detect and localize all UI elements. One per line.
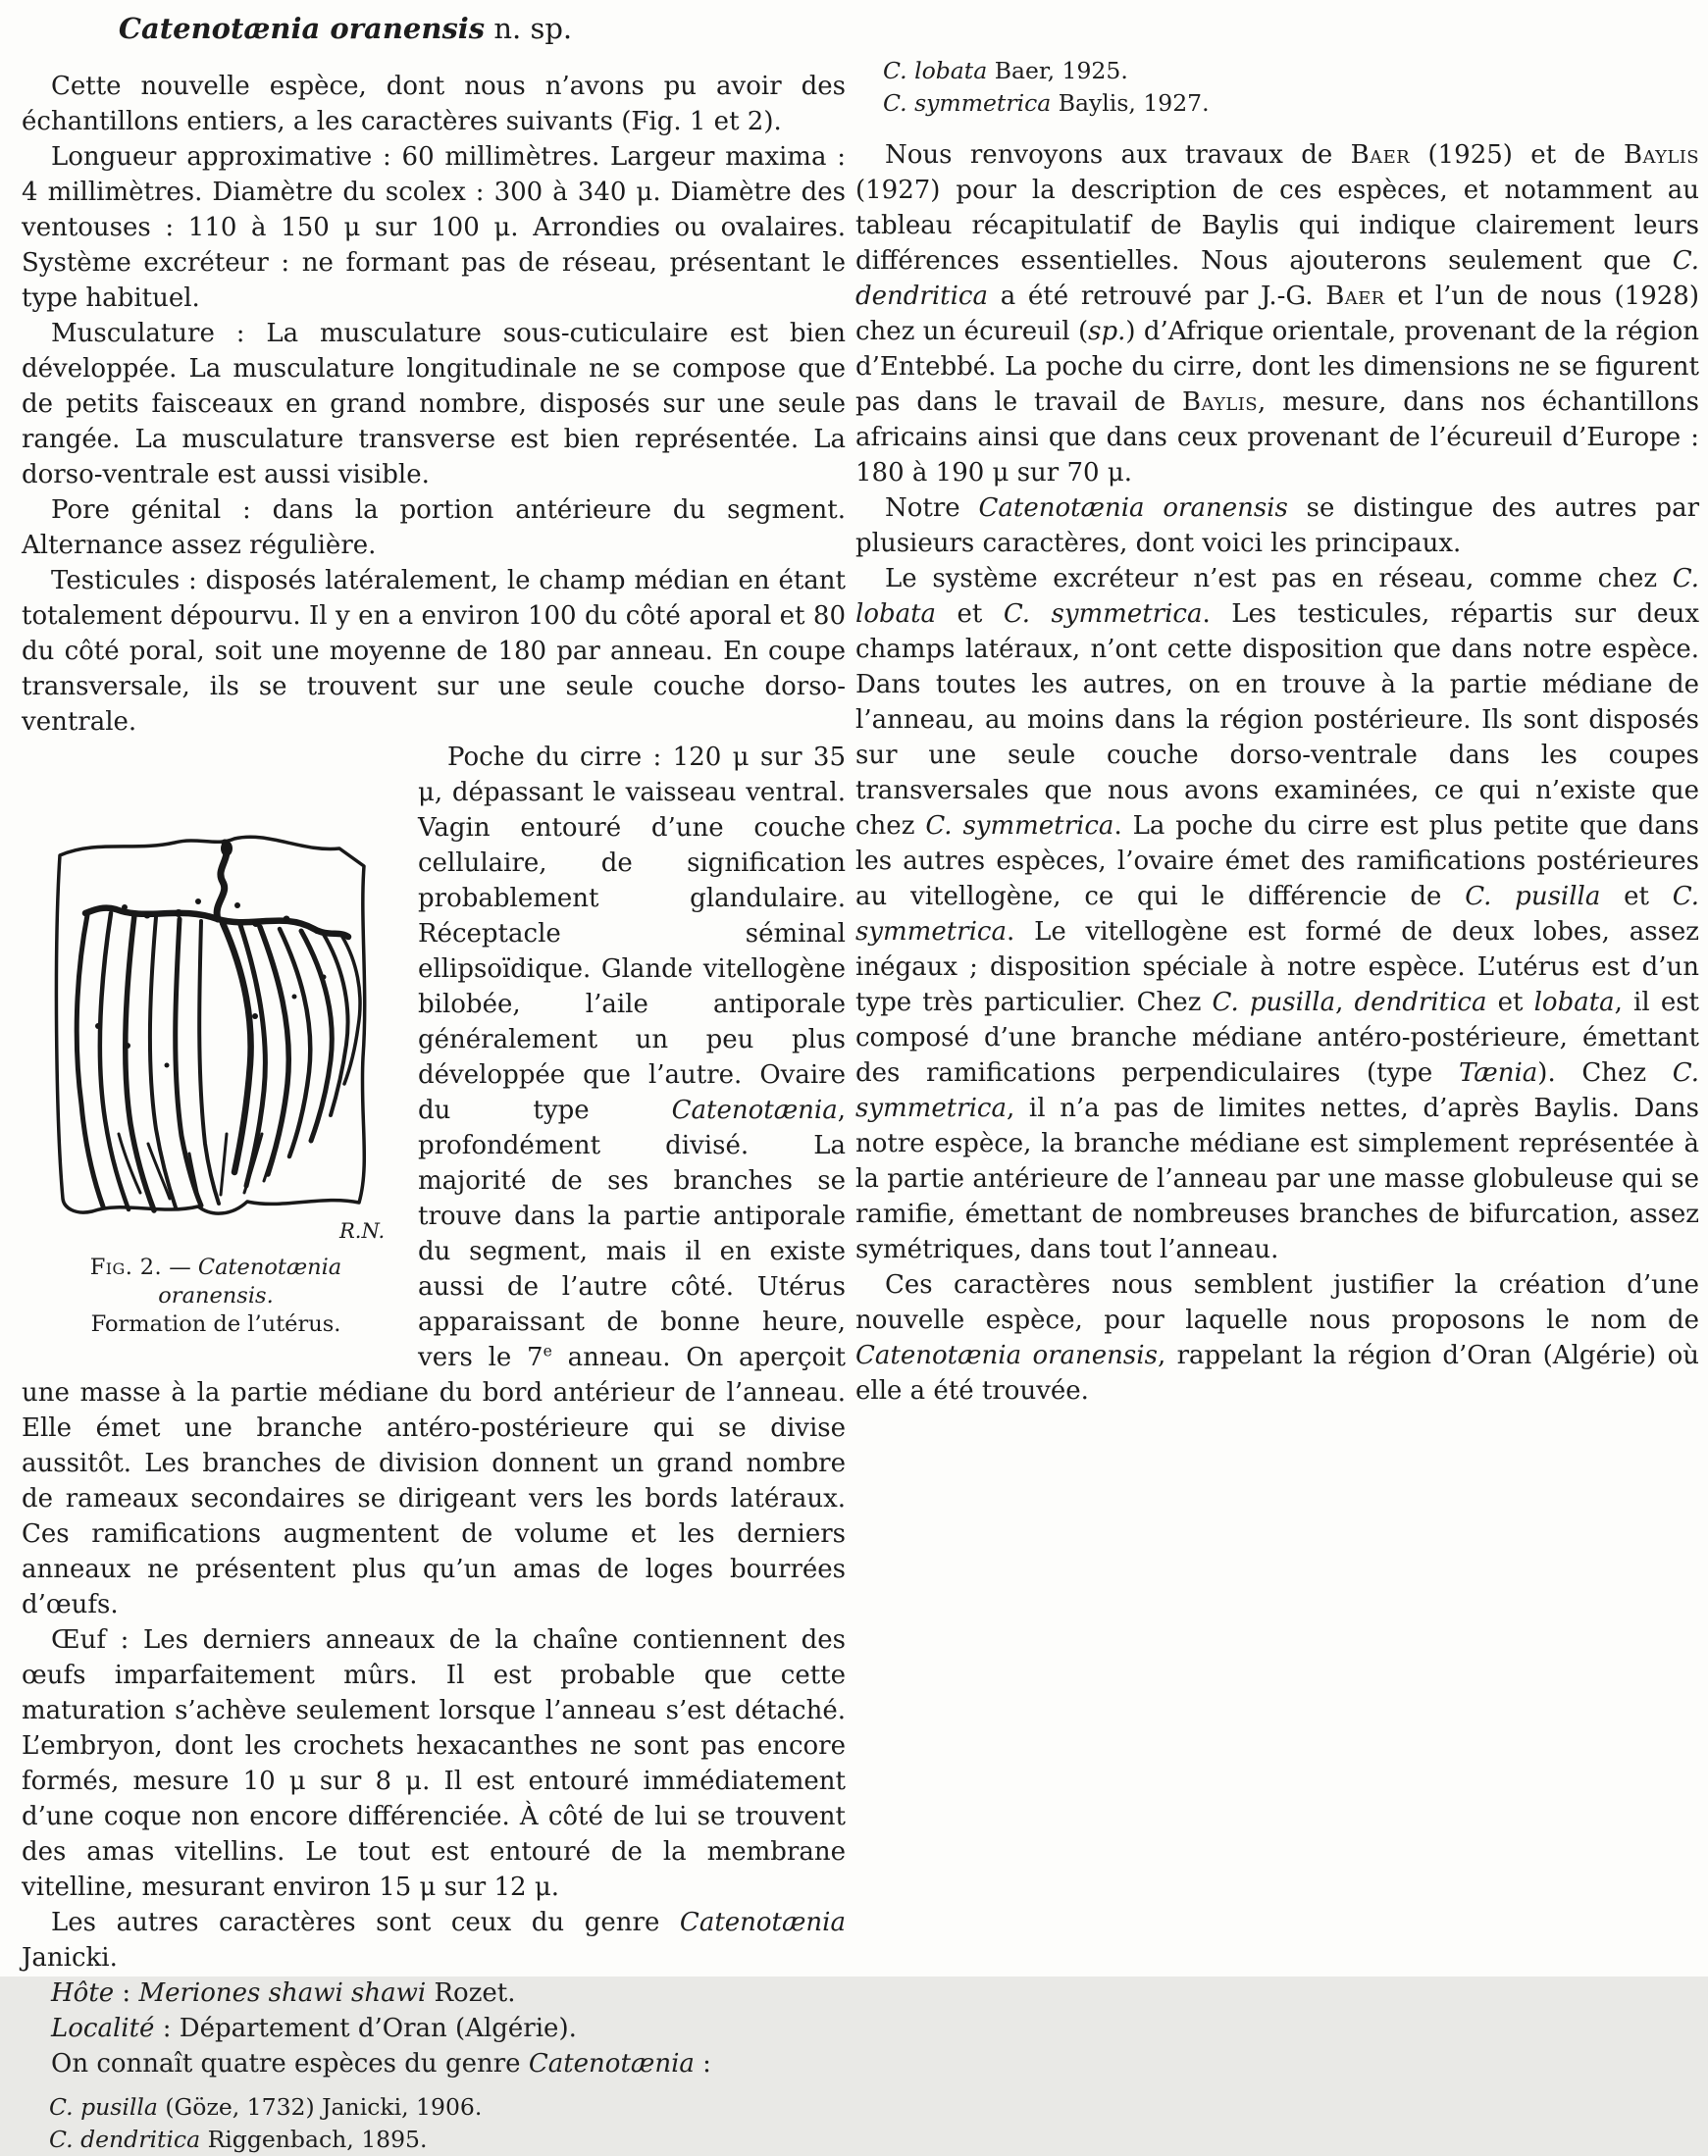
paragraph-distinction: Notre Catenotænia oranensis se distingue des autres par plusieurs caractères, dont voici les principaux. <box>855 493 1700 558</box>
paragraph-genre: Les autres caractères sont ceux du genre Catenotænia Janicki. <box>22 1908 846 1973</box>
paragraph-localite: Localité : Département d’Oran (Algérie). <box>51 2014 577 2043</box>
paragraph-dimensions: Longueur approximative : 60 millimètres. Largeur maxima : 4 millimètres. Diamètre du scolex : 300 à 340 μ. Diamètre des ventouses : 110 à 150 μ sur 100 μ. Arrondies ou ovalaires. Système excréteur : ne formant pas de réseau, présentant le type habituel. <box>22 142 846 313</box>
paragraph-hote: Hôte : Meriones shawi shawi Rozet. <box>51 1978 516 2008</box>
paragraph-pore-genital: Pore génital : dans la portion antérieure du segment. Alternance assez régulière. <box>22 495 846 560</box>
paragraph-poche-text: Poche du cirre : 120 μ sur 35 μ, dépassant le vaisseau ventral. Vagin entouré d’une couche cellulaire, de signification probablement glandulaire. Réceptacle séminal ellipsoïdique. Glande vitellogène bilobée, l’aile antiporale généralement un peu plus développée que l’autre. Ovaire du type Catenotænia, profondément divisé. La majorité de ses branches se trouve dans la partie antiporale du segment, mais il en existe aussi de l’autre côté. Utérus apparaissant de bonne heure, vers le 7e anneau. On aperçoit une masse à la partie médiane du bord antérieur de l’anneau. Elle émet une branche antéro-postérieure qui se divise aussitôt. Les branches de division donnent un grand nombre de rameaux secondaires se dirigeant vers les bords latéraux. Ces ramifications augmentent de volume et les derniers anneaux ne présentent plus qu’un amas de loges bourrées d’œufs. <box>22 743 846 1619</box>
paragraph-intro: Cette nouvelle espèce, dont nous n’avons pu avoir des échantillons entiers, a les caractères suivants (Fig. 1 et 2). <box>22 72 846 136</box>
paragraph-testicules: Testicules : disposés latéralement, le champ médian en étant totalement dépourvu. Il y en a environ 100 du côté aporal et 80 du côté poral, soit une moyenne de 180 par anneau. En coupe transversale, ils se trouvent sur une seule couche dorso-ventrale. <box>22 566 846 737</box>
paragraph-poche-du-cirre <box>22 740 846 1622</box>
right-column <box>855 55 1699 1409</box>
species-list-left <box>22 2091 846 2156</box>
figure-caption <box>29 1254 402 1339</box>
paragraph-musculature: Musculature : La musculature sous-cuticulaire est bien développée. La musculature longitudinale ne se compose que de petits faisceaux en grand nombre, disposés sur une seule rangée. La musculature transverse est bien représentée. La dorso-ventrale est aussi visible. <box>22 319 846 489</box>
species-reference-lobata: C. lobata Baer, 1925. <box>883 57 1128 84</box>
segment-outline-shape <box>56 837 364 1213</box>
figure-2 <box>29 810 402 1339</box>
paragraph-conclusion: Ces caractères nous semblent justifier la création d’une nouvelle espèce, pour laquelle nous proposons le nom de Catenotænia oranensis, rappelant la région d’Oran (Algérie) où elle a été trouvée. <box>855 1270 1699 1406</box>
figure-caption-line1: Fig. 2. — Catenotænia oranensis. <box>89 1255 342 1309</box>
figure-signature: R.N. <box>339 1219 386 1243</box>
article-title: Catenotænia oranensis n. sp. <box>118 12 573 45</box>
uterus-drawing <box>29 810 402 1246</box>
species-list-right <box>855 55 1699 120</box>
paragraph-quatre-especes: On connaît quatre espèces du genre Catenotænia : <box>51 2049 711 2079</box>
left-column <box>22 8 846 2156</box>
species-reference-pusilla: C. pusilla (Göze, 1732) Janicki, 1906. <box>49 2093 483 2121</box>
paragraph-renvoi-travaux: Nous renvoyons aux travaux de Baer (1925) et de Baylis (1927) pour la description de ces espèces, et notamment au tableau récapitulatif de Baylis qui indique clairement leurs différences essentielles. Nous ajouterons seulement que C. dendritica a été retrouvé par J.-G. Baer et l’un de nous (1928) chez un écureuil (sp.) d’Afrique orientale, provenant de la région d’Entebbé. La poche du cirre, dont les dimensions ne se figurent pas dans le travail de Baylis, mesure, dans nos échantillons africains ainsi que dans ceux provenant de l’écureuil d’Europe : 180 à 190 μ sur 70 μ. <box>855 140 1699 488</box>
species-reference-symmetrica: C. symmetrica Baylis, 1927. <box>883 89 1210 117</box>
species-reference-dendritica: C. dendritica Riggenbach, 1895. <box>49 2126 428 2153</box>
paragraph-oeuf: Œuf : Les derniers anneaux de la chaîne contiennent des œufs imparfaitement mûrs. Il est probable que cette maturation s’achève seulement lorsque l’anneau s’est détaché. L’embryon, dont les crochets hexacanthes ne sont pas encore formés, mesure 10 μ sur 8 μ. Il est entouré immédiatement d’une coque non encore différenciée. À côté de lui se trouvent des amas vitellins. Le tout est entouré de la membrane vitelline, mesurant environ 15 μ sur 12 μ. <box>22 1625 846 1902</box>
figure-caption-line2: Formation de l’utérus. <box>90 1311 341 1337</box>
paragraph-comparaison: Le système excréteur n’est pas en réseau, comme chez C. lobata et C. symmetrica. Les testicules, répartis sur deux champs latéraux, n’ont cette disposition que dans notre espèce. Dans toutes les autres, on en trouve à la partie médiane de l’anneau, au moins dans la région postérieure. Ils sont disposés sur une seule couche dorso-ventrale dans les coupes transversales que nous avons examinées, ce qui n’existe que chez C. symmetrica. La poche du cirre est plus petite que dans les autres espèces, l’ovaire émet des ramifications postérieures au vitellogène, ce qui le différencie de C. pusilla et C. symmetrica. Le vitellogène est formé de deux lobes, assez inégaux ; disposition spéciale à notre espèce. L’utérus est d’un type très particulier. Chez C. pusilla, dendritica et lobata, il est composé d’une branche médiane antéro-postérieure, émettant des ramifications perpendiculaires (type Tænia). Chez C. symmetrica, il n’a pas de limites nettes, d’après Baylis. Dans notre espèce, la branche médiane est simplement représentée à la partie antérieure de l’anneau par une masse globuleuse qui se ramifie, émettant de nombreuses branches de bifurcation, assez symétriques, dans tout l’anneau. <box>855 564 1700 1264</box>
